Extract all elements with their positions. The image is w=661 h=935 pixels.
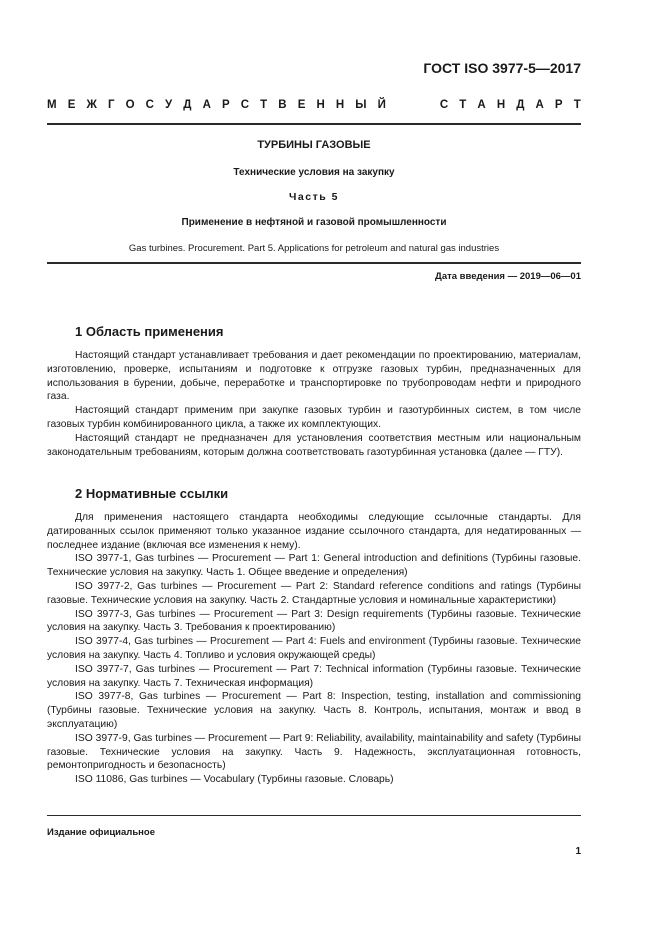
interstate-letter: Й xyxy=(377,99,386,111)
interstate-letter: С xyxy=(145,99,154,111)
interstate-letter: У xyxy=(165,99,173,111)
document-subtitle: Технические условия на закупку xyxy=(233,167,395,178)
interstate-letter: Д xyxy=(183,99,192,111)
interstate-letter xyxy=(397,99,400,111)
interstate-letter: Н xyxy=(316,99,325,111)
interstate-letter: Н xyxy=(496,99,506,111)
interstate-letter: Р xyxy=(554,99,563,111)
section-2-heading: 2 Нормативные ссылки xyxy=(75,486,229,501)
official-edition-note: Издание официальное xyxy=(47,827,155,838)
reference-item: ISO 11086, Gas turbines — Vocabulary (Турбины газовые. Словарь) xyxy=(75,774,394,786)
section-2-body xyxy=(47,511,581,787)
reference-item: ISO 3977-7, Gas turbines — Procurement — Part 7: Technical information (Турбины газовые. Технические условия на закупку. Часть 7. Техническая информация) xyxy=(47,663,581,689)
interstate-letter: Г xyxy=(107,99,115,111)
interstate-letter: М xyxy=(47,99,57,111)
interstate-standard-label xyxy=(47,99,581,111)
interstate-letter: С xyxy=(240,99,250,111)
reference-item: ISO 3977-8, Gas turbines — Procurement — Part 8: Inspection, testing, installation and commissioning (Турбины газовые. Технические условия на закупку. Часть 8. Контроль, испытания, монтаж и ввод в эксплуатацию) xyxy=(47,691,581,730)
interstate-letter: Ж xyxy=(86,99,97,111)
interstate-letter: В xyxy=(278,99,287,111)
document-title: ТУРБИНЫ ГАЗОВЫЕ xyxy=(257,139,371,151)
interstate-letter: Т xyxy=(459,99,467,111)
interstate-letter: Д xyxy=(516,99,525,111)
section-1-paragraph: Настоящий стандарт устанавливает требования и дает рекомендации по проектированию, материалам, изготовлению, проверке, испытаниям и подготовке к отгрузке газовых турбин, предназначенных для использования в бурении, добыче, переработке и транспортировке по трубопроводам нефти и природного газа. xyxy=(47,350,581,403)
footer-rule xyxy=(47,815,581,816)
interstate-letter: Е xyxy=(67,99,76,111)
reference-item: ISO 3977-2, Gas turbines — Procurement — Part 2: Standard reference conditions and ratings (Турбины газовые. Технические условия на закупку. Часть 2. Стандартные условия и номинальные характеристики) xyxy=(47,580,581,606)
interstate-letter: А xyxy=(535,99,544,111)
interstate-letter: С xyxy=(439,99,449,111)
page-number: 1 xyxy=(575,846,581,857)
interstate-letter xyxy=(426,99,429,111)
interstate-letter: Т xyxy=(573,99,581,111)
section-1-paragraph: Настоящий стандарт применим при закупке газовых турбин и газотурбинных систем, в том числе газовых турбин комбинированного цикла, а также их комплектующих. xyxy=(47,405,581,430)
interstate-letter: А xyxy=(202,99,211,111)
document-part: Часть 5 xyxy=(289,191,339,203)
header-rule xyxy=(47,123,581,125)
interstate-letter: Н xyxy=(335,99,345,111)
interstate-letter: А xyxy=(477,99,486,111)
document-application: Применение в нефтяной и газовой промышленности xyxy=(181,217,447,228)
reference-item: ISO 3977-1, Gas turbines — Procurement — Part 1: General introduction and definitions (Турбины газовые. Технические условия на закупку. Часть 1. Общее введение и определения) xyxy=(47,553,581,579)
section-2-paragraph: Для применения настоящего стандарта необходимы следующие ссылочные стандарты. Для датированных ссылок применяют только указанное издание ссылочного стандарта, для недатированных — последнее издание (включая все изменения к нему). xyxy=(47,512,581,551)
reference-item: ISO 3977-4, Gas turbines — Procurement — Part 4: Fuels and environment (Турбины газовые. Технические условия на закупку. Часть 4. Топливо и условия окружающей среды) xyxy=(47,636,581,661)
intro-date: Дата введения — 2019—06—01 xyxy=(435,271,581,282)
interstate-letter: О xyxy=(125,99,135,111)
reference-item: ISO 3977-3, Gas turbines — Procurement — Part 3: Design requirements (Турбины газовые. Технические условия на закупку. Часть 3. Требования к проектированию) xyxy=(47,608,581,634)
english-title: Gas turbines. Procurement. Part 5. Applications for petroleum and natural gas industries xyxy=(128,243,500,254)
section-1-paragraph: Настоящий стандарт не предназначен для установления соответствия местным или национальным законодательным требованиям, которым должна соответствовать газотурбинная установка (далее — ГТУ). xyxy=(47,432,581,458)
standard-code: ГОСТ ISO 3977-5—2017 xyxy=(423,60,581,76)
title-rule xyxy=(47,262,581,264)
interstate-letter: Т xyxy=(260,99,268,111)
interstate-letter: Е xyxy=(297,99,306,111)
interstate-letter xyxy=(411,99,414,111)
section-1-body xyxy=(47,349,581,459)
interstate-letter: Ы xyxy=(355,99,367,111)
reference-item: ISO 3977-9, Gas turbines — Procurement — Part 9: Reliability, availability, maintainability and safety (Турбины газовые. Технические условия на закупку. Часть 9. Надежность, эксплуатационная готовность, ремонтопригодность и безопасность) xyxy=(47,732,581,772)
section-1-heading: 1 Область применения xyxy=(75,324,224,339)
interstate-letter: Р xyxy=(221,99,230,111)
